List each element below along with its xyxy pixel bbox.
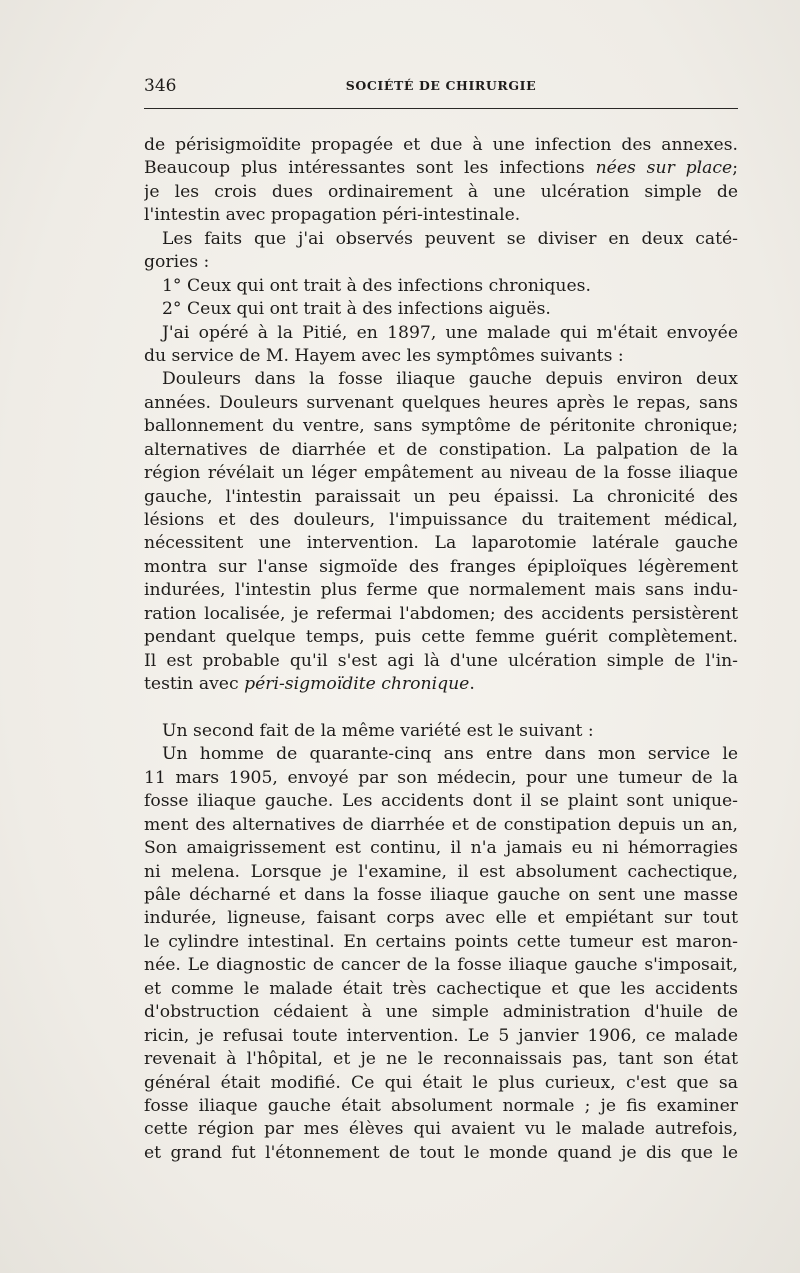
text-line: de périsigmoïdite propagée et due à une infection des annexes. — [144, 135, 738, 155]
text-fragment: ; — [732, 158, 738, 179]
text-line: lésions et des douleurs, l'impuissance du traitement médical, — [144, 510, 738, 530]
text-line: alternatives de diarrhée et de constipation. La palpation de la — [144, 439, 738, 460]
text-line: Il est probable qu'il s'est agi là d'une ulcération simple de l'in- — [144, 650, 738, 671]
text-line: ballonnement du ventre, sans symptôme de péritonite chronique; — [144, 416, 738, 437]
text-line: ricin, je refusai toute intervention. Le 5 janvier 1906, ce malade — [144, 1025, 738, 1046]
text-line — [144, 157, 738, 180]
text-line: revenait à l'hôpital, et je ne le reconnaissais pas, tant son état — [144, 1049, 738, 1070]
page-number: 346 — [144, 76, 177, 96]
text-line: 1° Ceux qui ont trait à des infections chroniques. — [162, 275, 591, 296]
text-line: ment des alternatives de diarrhée et de constipation depuis un an, — [144, 814, 738, 835]
text-line: indurée, ligneuse, faisant corps avec elle et empiétant sur tout — [144, 908, 738, 929]
text-line: nécessitent une intervention. La laparotomie latérale gauche — [144, 533, 738, 554]
text-line — [144, 673, 738, 696]
text-line: et comme le malade était très cachectique et que les accidents — [144, 978, 738, 999]
text-line: fosse iliaque gauche était absolument normale ; je fis examiner — [144, 1095, 738, 1116]
text-line: le cylindre intestinal. En certains points cette tumeur est maron- — [144, 931, 738, 952]
text-line: ni melena. Lorsque je l'examine, il est absolument cachectique, — [144, 861, 738, 882]
italic-phrase: nées sur place — [595, 158, 733, 179]
text-fragment: testin avec — [144, 674, 239, 695]
page-header — [144, 76, 738, 98]
text-line: Un homme de quarante-cinq ans entre dans mon service le — [162, 744, 738, 765]
text-line: montra sur l'anse sigmoïde des franges épiploïques légèrement — [144, 556, 738, 577]
paragraph-gap — [144, 697, 738, 720]
text-line: pâle décharné et dans la fosse iliaque gauche on sent une masse — [144, 885, 738, 905]
text-line: Douleurs dans la fosse iliaque gauche depuis environ deux — [162, 369, 738, 390]
text-line: Un second fait de la même variété est le suivant : — [162, 720, 594, 741]
text-line: indurées, l'intestin plus ferme que normalement mais sans indu- — [144, 580, 738, 601]
text-line: général était modifié. Ce qui était le plus curieux, c'est que sa — [144, 1072, 738, 1093]
text-line: et grand fut l'étonnement de tout le monde quand je dis que le — [144, 1142, 738, 1163]
text-line: région révélait un léger empâtement au niveau de la fosse iliaque — [144, 463, 738, 484]
text-line: née. Le diagnostic de cancer de la fosse iliaque gauche s'imposait, — [144, 955, 738, 976]
text-line: ration localisée, je refermai l'abdomen; des accidents persistèrent — [144, 603, 738, 624]
italic-phrase: péri-sigmoïdite chronique — [244, 674, 470, 695]
text-line: Son amaigrissement est continu, il n'a jamais eu ni hémorragies — [144, 838, 738, 859]
text-line: 11 mars 1905, envoyé par son médecin, pour une tumeur de la — [144, 767, 738, 788]
text-line: 2° Ceux qui ont trait à des infections aiguës. — [162, 299, 551, 320]
text-fragment: Beaucoup plus intéressantes sont les infections — [144, 158, 585, 179]
text-line: d'obstruction cédaient à une simple administration d'huile de — [144, 1002, 738, 1023]
text-line: gories : — [144, 252, 210, 273]
text-line: fosse iliaque gauche. Les accidents dont il se plaint sont unique- — [144, 791, 738, 812]
body-text — [144, 134, 738, 1165]
text-line: pendant quelque temps, puis cette femme guérit complètement. — [144, 627, 738, 648]
text-line: du service de M. Hayem avec les symptômes suivants : — [144, 345, 624, 366]
text-line: gauche, l'intestin paraissait un peu épaissi. La chronicité des — [144, 486, 738, 507]
text-line: Les faits que j'ai observés peuvent se diviser en deux caté- — [162, 228, 738, 249]
text-fragment: . — [469, 674, 475, 695]
header-rule — [144, 108, 738, 109]
text-line: J'ai opéré à la Pitié, en 1897, une malade qui m'était envoyée — [162, 322, 738, 343]
text-line: années. Douleurs survenant quelques heures après le repas, sans — [144, 392, 738, 413]
running-title: SOCIÉTÉ DE CHIRURGIE — [345, 78, 537, 93]
text-line: l'intestin avec propagation péri-intestinale. — [144, 205, 521, 226]
text-line: cette région par mes élèves qui avaient vu le malade autrefois, — [144, 1119, 738, 1140]
text-line: je les crois dues ordinairement à une ulcération simple de — [144, 181, 738, 202]
